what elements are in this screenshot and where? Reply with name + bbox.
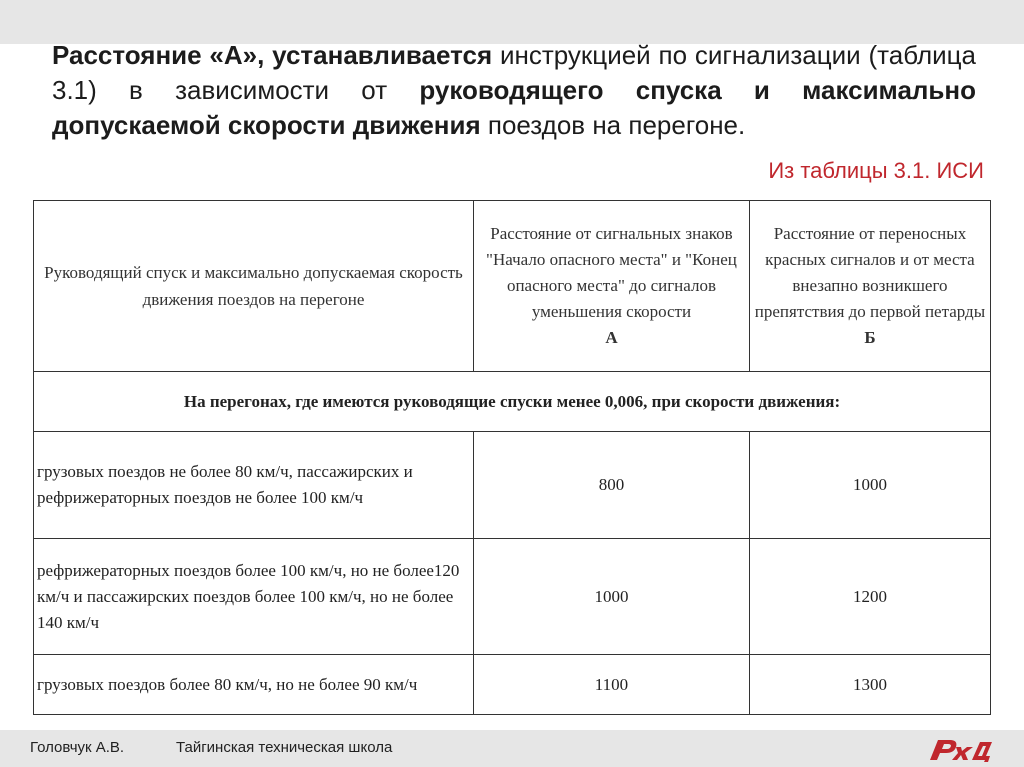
intro-bold-3: руководящего спуска и максимально допускаемой скорости движения [52,75,976,140]
row-label: рефрижераторных поездов более 100 км/ч, но не более120 км/ч и пассажирских поездов более 100 км/ч, но не более 140 км/ч [34,539,474,655]
table-row [34,432,991,539]
row-value-a: 800 [474,432,750,539]
header-col-3-letter: Б [864,328,876,347]
intro-paragraph [52,38,976,143]
row-value-b: 1200 [749,539,990,655]
table-row [34,539,991,655]
footer-bar [0,730,1024,767]
header-col-2-text: Расстояние от сигнальных знаков "Начало опасного места" и "Конец опасного места" до сигналов уменьшения скорости [486,224,737,321]
rzd-logo-icon [928,734,994,762]
header-col-3-text: Расстояние от переносных красных сигналов и от места внезапно возникшего препятствия до первой петарды [754,224,986,321]
intro-text-2: инструкцией по сигнализации (таблица 3.1) в зависимости от [52,40,976,105]
header-col-2 [474,201,750,372]
header-col-1-text: Руководящий спуск и максимально допускаемая скорость движения поездов на перегоне [44,263,463,309]
section-row [34,372,991,432]
source-note: Из таблицы 3.1. ИСИ [768,158,984,183]
row-label: грузовых поездов не более 80 км/ч, пассажирских и рефрижераторных поездов не более 100 км/ч [34,432,474,539]
distance-table [33,200,991,715]
table-row [34,655,991,715]
header-col-1 [34,201,474,372]
row-value-a: 1100 [474,655,750,715]
intro-bold-1: Расстояние «А», устанавливается [52,40,493,70]
row-label: грузовых поездов более 80 км/ч, но не более 90 км/ч [34,655,474,715]
row-value-b: 1000 [749,432,990,539]
header-col-2-letter: А [605,328,618,347]
header-col-3 [749,201,990,372]
row-value-b: 1300 [749,655,990,715]
table-header-row [34,201,991,372]
footer-author: Головчук А.В. [30,739,125,756]
row-value-a: 1000 [474,539,750,655]
intro-text-4: поездов на перегоне. [480,110,746,140]
section-title: На перегонах, где имеются руководящие спуски менее 0,006, при скорости движения: [34,372,991,432]
footer-school: Тайгинская техническая школа [176,739,393,756]
